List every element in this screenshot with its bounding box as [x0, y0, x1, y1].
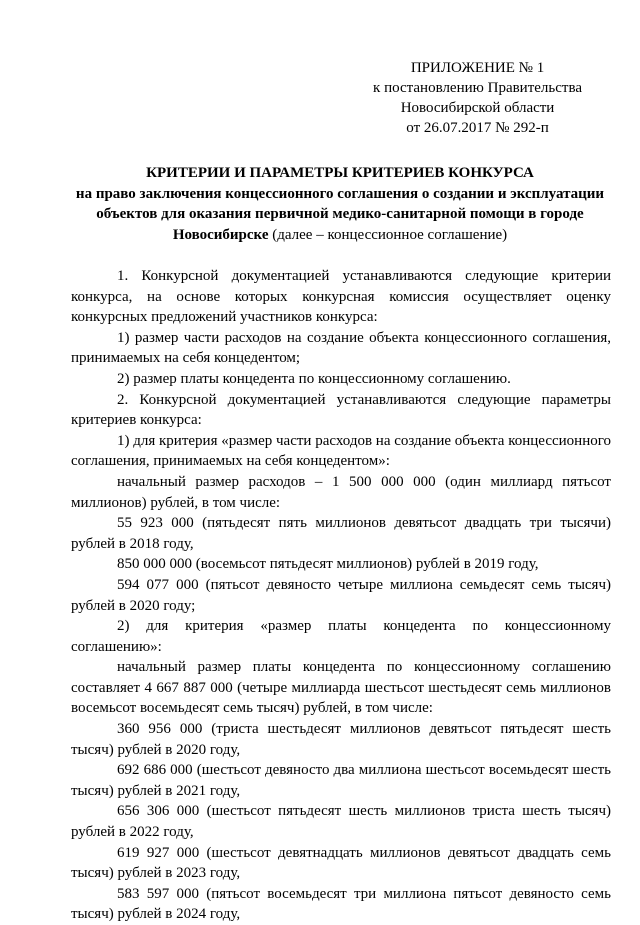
- paragraph-payment-2023: 619 927 000 (шестьсот девятнадцать миллионов девятьсот двадцать семь тысяч) рублей в 2023 году,: [71, 844, 611, 882]
- appendix-decree-line: к постановлению Правительства: [373, 80, 582, 96]
- document-subtitle-bold: на право заключения концессионного соглашения о создании и эксплуатации объектов для оказания первичной медико-санитарной помощи в городе Новосибирске: [75, 185, 605, 243]
- paragraph-parameter-1: 1) для критерия «размер части расходов на создание объекта концессионного соглашения, принимаемых на себя концедентом»:: [71, 432, 611, 470]
- document-subtitle-note: (далее – концессионное соглашение): [268, 226, 508, 243]
- paragraph-initial-payment: начальный размер платы концедента по концессионному соглашению составляет 4 667 887 000 (четыре миллиарда шестьсот шестьдесят семь миллионов восемьсот восемьдесят семь тысяч) рублей, в том числе:: [71, 659, 611, 717]
- paragraph-payment-2024: 583 597 000 (пятьсот восемьдесят три миллиона пятьсот девяносто семь тысяч) рублей в 2024 году,: [71, 885, 611, 923]
- document-subtitle: [70, 184, 610, 246]
- paragraph-criterion-1: 1) размер части расходов на создание объекта концессионного соглашения, принимаемых на себя концедентом;: [71, 329, 611, 367]
- paragraph-initial-expenses: начальный размер расходов – 1 500 000 000 (один миллиард пятьсот миллионов) рублей, в том числе:: [71, 473, 611, 511]
- appendix-header: [373, 58, 582, 138]
- paragraph-expenses-2019: 850 000 000 (восемьсот пятьдесят миллионов) рублей в 2019 году,: [117, 556, 539, 573]
- paragraph-criteria-intro: 1. Конкурсной документацией устанавливаются следующие критерии конкурса, на основе которых конкурсная комиссия осуществляет оценку конкурсных предложений участников конкурса:: [71, 268, 611, 326]
- paragraph-expenses-2020: 594 077 000 (пятьсот девяносто четыре миллиона семьдесят семь тысяч) рублей в 2020 году;: [71, 576, 611, 614]
- paragraph-payment-2021: 692 686 000 (шестьсот девяносто два миллиона шестьсот восемьдесят шесть тысяч) рублей в 2021 году,: [71, 762, 611, 799]
- paragraph-payment-2022: 656 306 000 (шестьсот пятьдесят шесть миллионов триста шесть тысяч) рублей в 2022 году,: [71, 803, 611, 841]
- document-title: КРИТЕРИИ И ПАРАМЕТРЫ КРИТЕРИЕВ КОНКУРСА: [146, 165, 534, 181]
- paragraph-payment-2020: 360 956 000 (триста шестьдесят миллионов девятьсот пятьдесят шесть тысяч) рублей в 2020 году,: [71, 721, 611, 758]
- appendix-title: ПРИЛОЖЕНИЕ № 1: [410, 60, 545, 76]
- appendix-region-line: Новосибирской области: [400, 100, 555, 116]
- document-title-block: [70, 163, 610, 245]
- paragraph-criterion-2: 2) размер платы концедента по концессионному соглашению.: [117, 370, 511, 387]
- paragraph-parameter-2: 2) для критерия «размер платы концедента по концессионному соглашению»:: [71, 618, 611, 655]
- appendix-date-line: от 26.07.2017 № 292-п: [406, 120, 549, 136]
- paragraph-expenses-2018: 55 923 000 (пятьдесят пять миллионов девятьсот двадцать три тысячи) рублей в 2018 году,: [71, 515, 611, 552]
- document-body: [71, 266, 611, 925]
- paragraph-parameters-intro: 2. Конкурсной документацией устанавливаются следующие параметры критериев конкурса:: [71, 391, 611, 429]
